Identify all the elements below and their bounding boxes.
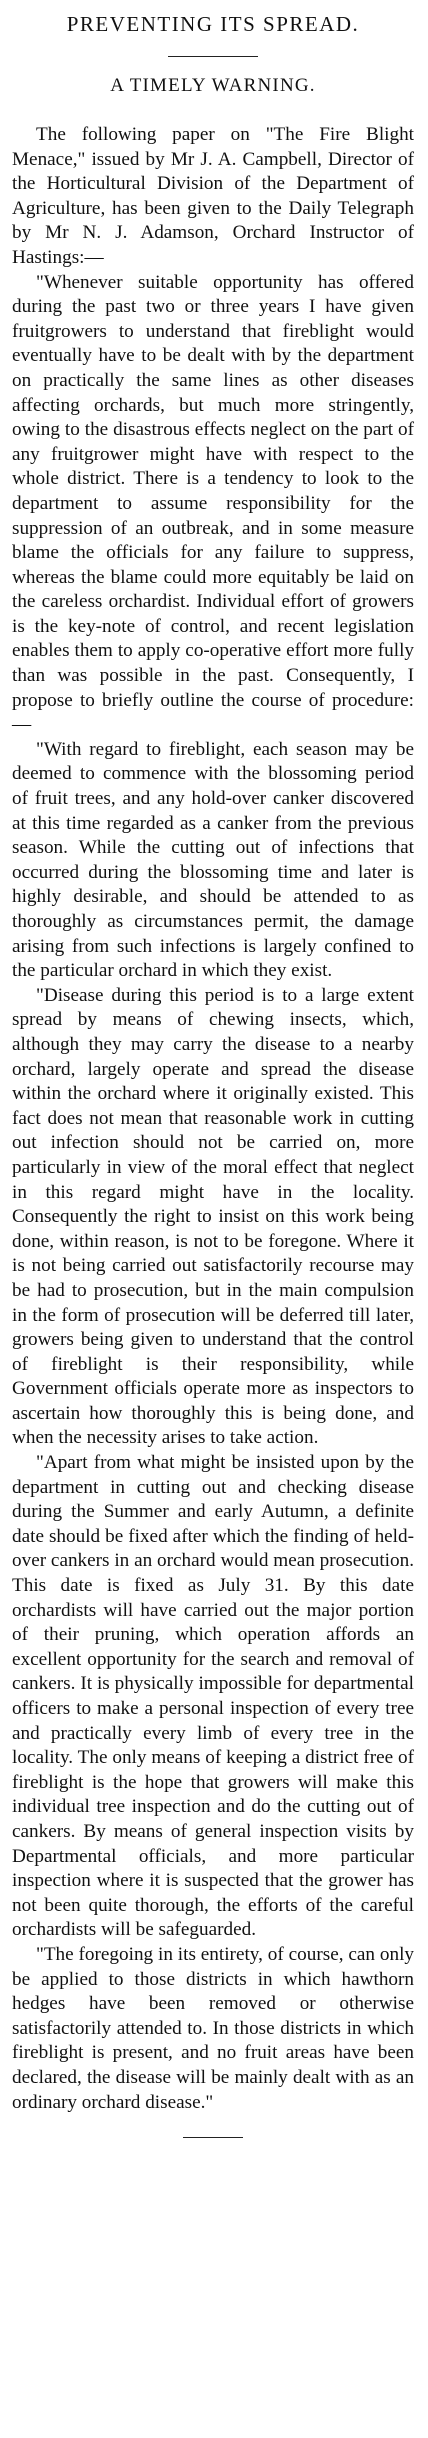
article-end-divider bbox=[183, 2137, 243, 2138]
subheadline: A TIMELY WARNING. bbox=[110, 75, 316, 96]
paragraph-opportunity: "Whenever suitable opportunity has offered during the past two or three years I have given fruitgrowers to understand that fireblight would eventually have to be dealt with by the department on practically the same lines as other diseases affecting orchards, but much more stringently, owing to the disastrous effects neglect on the part of any fruitgrower might have with respect to the whole district. There is a tendency to look to the department to assume responsibility for the suppression of an outbreak, and in some measure blame the officials for any failure to suppress, whereas the blame could more equitably be laid on the careless orchardist. Individual effort of growers is the key-note of control, and recent legislation enables them to apply co-operative effort more fully than was possible in the past. Consequently, I propose to briefly outline the course of procedure:— bbox=[12, 271, 414, 736]
paragraph-insects: "Disease during this period is to a large extent spread by means of chewing insects, which, although they may carry the disease to a nearby orchard, largely operate and spread the disease within the orchard where it originally existed. This fact does not mean that reasonable work in cutting out infection should not be carried on, more particularly in view of the moral effect that neglect in this regard might have in the locality. Consequently the right to insist on this work being done, within reason, is not to be foregone. Where it is not being carried out satisfactorily recourse may be had to prosecution, but in the main compulsion in the form of prosecution will be deferred till later, growers being given to understand that the control of fireblight is their responsibility, while Government officials operate more as inspectors to ascertain how thoroughly this is being done, and when the necessity arises to take action. bbox=[12, 984, 414, 1449]
paragraph-season: "With regard to fireblight, each season may be deemed to commence with the blossoming period of fruit trees, and any hold-over canker discovered at this time regarded as a canker from the previous season. While the cutting out of infections that occurred during the blossoming time and later is highly desirable, and should be attended to as thoroughly as circumstances permit, the damage arising from such infections is largely confined to the particular orchard in which they exist. bbox=[12, 738, 414, 982]
paragraph-intro: The following paper on "The Fire Blight Menace," issued by Mr J. A. Campbell, Director of the Horticultural Division of the Department of Agriculture, has been given to the Daily Telegraph by Mr N. J. Adamson, Orchard Instructor of Hastings:— bbox=[12, 124, 414, 268]
headline-divider bbox=[168, 56, 258, 57]
paragraph-deadline: "Apart from what might be insisted upon by the department in cutting out and checking disease during the Summer and early Autumn, a definite date should be fixed after which the finding of held-over cankers in an orchard would mean prosecution. This date is fixed as July 31. By this date orchardists will have carried out the major portion of their pruning, which operation affords an excellent opportunity for the search and removal of cankers. It is physically impossible for departmental officers to make a personal inspection of every tree and practically every limb of every tree in the locality. The only means of keeping a district free of fireblight is the hope that growers will make this individual tree inspection and do the cutting out of cankers. By means of general inspection visits by Departmental officials, and more particular inspection where it is suspected that the grower has not been quite thorough, the efforts of the careful orchardists will be safeguarded. bbox=[12, 1452, 414, 1941]
paragraph-hawthorn: "The foregoing in its entirety, of course, can only be applied to those districts in which hawthorn hedges have been removed or otherwise satisfactorily attended to. In those districts in which fireblight is present, and no fruit areas have been declared, the disease will be mainly dealt with as an ordinary orchard disease." bbox=[12, 1943, 414, 2113]
headline: PREVENTING ITS SPREAD. bbox=[66, 12, 360, 36]
